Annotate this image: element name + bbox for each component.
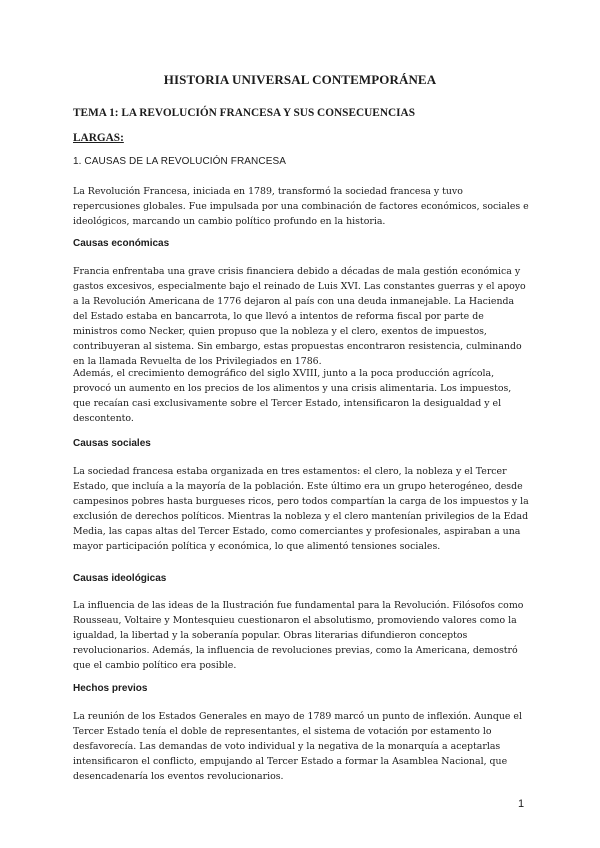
ideological-causes-paragraph: La influencia de las ideas de la Ilustración fue fundamental para la Revolución. Filósofos como Rousseau, Voltaire y Montesquieu cuestionaron el absolutismo, promoviendo valores como la igualdad, la libertad y la soberanía popular. Obras literarias difundieron conceptos revolucionarios. Además, la influencia de revoluciones previas, como la Americana, demostró que el cambio político era posible. <box>73 600 524 671</box>
page-number: 1 <box>518 798 525 810</box>
topic-heading: TEMA 1: LA REVOLUCIÓN FRANCESA Y SUS CONSECUENCIAS <box>73 107 415 119</box>
economic-causes-paragraph-1: Francia enfrentaba una grave crisis financiera debido a décadas de mala gestión económica y gastos excesivos, especialmente bajo el reinado de Luis XVI. Las constantes guerras y el apoyo a la Revolución Americana de 1776 dejaron al país con una deuda inmanejable. La Hacienda del Estado estaba en bancarrota, lo que llevó a intentos de reforma fiscal por parte de ministros como Necker, quien propuso que la nobleza y el clero, exentos de impuestos, contribuyeran al sistema. Sin embargo, estas propuestas encontraron resistencia, culminando en la llamada Revuelta de los Privilegiados en 1786. <box>73 266 526 367</box>
largas-label: LARGAS: <box>73 132 124 144</box>
social-causes-heading: Causas sociales <box>73 438 151 449</box>
section-heading: 1. CAUSAS DE LA REVOLUCIÓN FRANCESA <box>73 156 287 167</box>
ideological-causes-heading: Causas ideológicas <box>73 573 167 584</box>
intro-paragraph: La Revolución Francesa, iniciada en 1789, transformó la sociedad francesa y tuvo repercusiones globales. Fue impulsada por una combinación de factores económicos, sociales e ideológicos, marcando un cambio político profundo en la historia. <box>73 186 529 227</box>
social-causes-paragraph: La sociedad francesa estaba organizada en tres estamentos: el clero, la nobleza y el Tercer Estado, que incluía a la mayoría de la población. Este último era un grupo heterogéneo, desde campesinos pobres hasta burgueses ricos, pero todos compartían la carga de los impuestos y la exclusión de derechos políticos. Mientras la nobleza y el clero mantenían privilegios de la Edad Media, las capas altas del Tercer Estado, como comerciantes y profesionales, aspiraban a una mayor participación política y económica, lo que alimentó tensiones sociales. <box>73 466 529 552</box>
prior-events-paragraph: La reunión de los Estados Generales en mayo de 1789 marcó un punto de inflexión. Aunque el Tercer Estado tenía el doble de representantes, el sistema de votación por estamento lo desfavorecía. Las demandas de voto individual y la negativa de la monarquía a aceptarlas intensificaron el conflicto, empujando al Tercer Estado a formar la Asamblea Nacional, que desencadenaría los eventos revolucionarios. <box>73 711 522 782</box>
prior-events-heading: Hechos previos <box>73 683 148 694</box>
economic-causes-paragraph-2: Además, el crecimiento demográfico del siglo XVIII, junto a la poca producción agrícola, provocó un aumento en los precios de los alimentos y una crisis alimentaria. Los impuestos, que recaían casi exclusivamente sobre el Tercer Estado, intensificaron la desigualdad y el descontento. <box>73 368 512 424</box>
document-title: HISTORIA UNIVERSAL CONTEMPORÁNEA <box>163 72 437 87</box>
economic-causes-heading: Causas económicas <box>73 238 170 249</box>
